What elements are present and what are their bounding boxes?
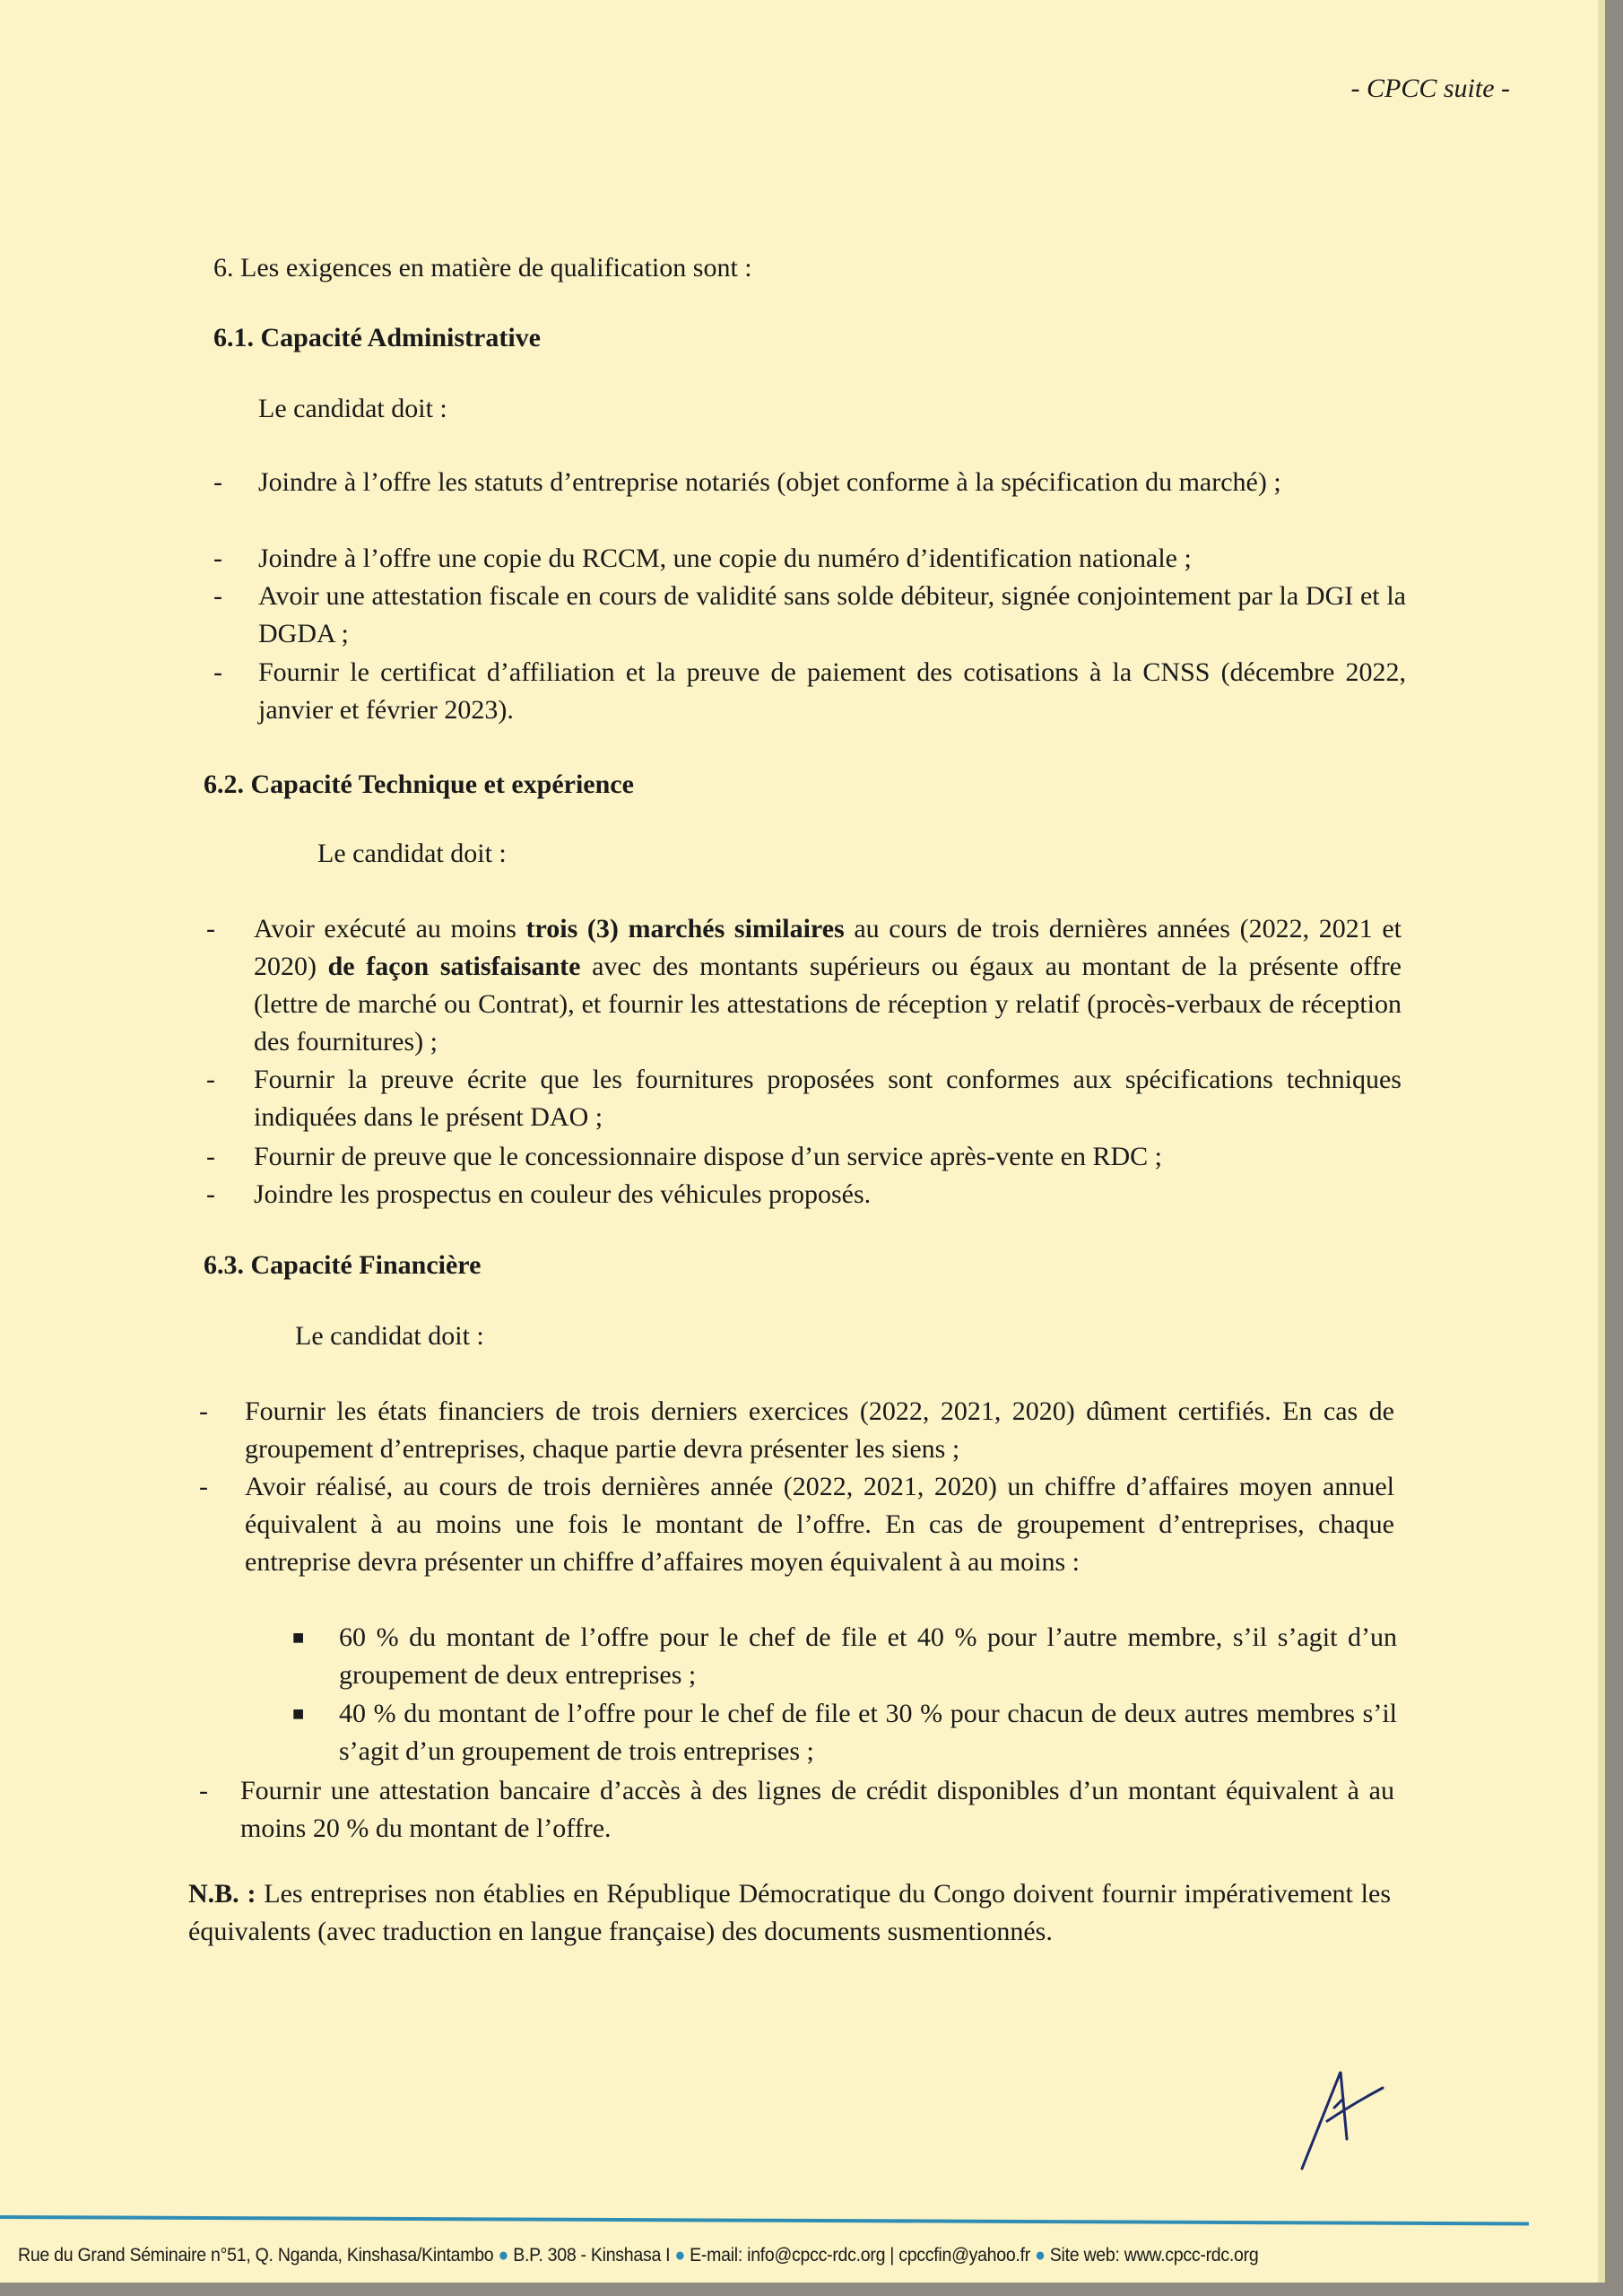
- bold-text: de façon satisfaisante: [327, 952, 581, 981]
- dash-bullet-icon: -: [199, 1396, 208, 1426]
- text-segment: Joindre à l’offre une copie du RCCM, une copie du numéro d’identification nationale ;: [258, 544, 1192, 573]
- footer-bp: B.P. 308 - Kinshasa I: [513, 2245, 671, 2266]
- list-item: [245, 1468, 1394, 1581]
- dash-bullet-icon: -: [199, 1472, 208, 1501]
- dash-bullet-icon: -: [199, 1776, 208, 1805]
- nb-note: [188, 1875, 1391, 1951]
- text-segment: avec des montants supérieurs ou égaux au montant de la présente offre (lettre de marché ou Contrat), et fournir les attestations de réception y relatif (procès-verbaux de réception des fournitures) ;: [254, 952, 1402, 1057]
- list-item: [254, 1176, 1402, 1213]
- square-bullet-icon: ■: [292, 1626, 305, 1648]
- sub-bullet: 60 % du montant de l’offre pour le chef de file et 40 % pour l’autre membre, s’il s’agit d’un groupement de deux entreprises ;: [339, 1622, 1397, 1690]
- footer-site: Site web: www.cpcc-rdc.org: [1049, 2245, 1259, 2266]
- page-edge: [1598, 0, 1605, 2283]
- text-segment: Fournir le certificat d’affiliation et la preuve de paiement des cotisations à la CNSS (décembre 2022, janvier et février 2023).: [258, 657, 1406, 725]
- intro-line: 6. Les exigences en matière de qualification sont :: [213, 253, 752, 283]
- dash-bullet-icon: -: [206, 1065, 215, 1094]
- bullet-dot-icon: ●: [498, 2245, 509, 2266]
- bullet-dot-icon: ●: [674, 2245, 686, 2266]
- list-item: [258, 578, 1406, 653]
- list-item: [258, 540, 1406, 578]
- nb-text: Les entreprises non établies en République Démocratique du Congo doivent fournir impérativement les équivalents (avec traduction en langue française) des documents susmentionnés.: [188, 1879, 1391, 1946]
- footer-rule: [0, 2215, 1529, 2225]
- text-segment: Avoir réalisé, au cours de trois dernières année (2022, 2021, 2020) un chiffre d’affaires moyen annuel équivalent à au moins une fois le montant de l’offre. En cas de groupement d’entreprises, chaque entreprise devra présenter un chiffre d’affaires moyen équivalent à au moins :: [245, 1472, 1394, 1577]
- dash-bullet-icon: -: [213, 544, 222, 573]
- list-item: [258, 464, 1406, 501]
- section-title-6-2: 6.2. Capacité Technique et expérience: [204, 770, 634, 799]
- footer-email: E-mail: info@cpcc-rdc.org | cpccfin@yahoo.fr: [690, 2245, 1030, 2266]
- section-lead: Le candidat doit :: [295, 1321, 484, 1351]
- text-segment: Avoir exécuté au moins: [254, 914, 526, 944]
- running-header: - CPCC suite -: [1350, 74, 1510, 103]
- sub-bullet: 40 % du montant de l’offre pour le chef de file et 30 % pour chacun de deux autres membres s’il s’agit d’un groupement de trois entreprises ;: [339, 1699, 1397, 1766]
- text-segment: Fournir une attestation bancaire d’accès à des lignes de crédit disponibles d’un montant équivalent à au moins 20 % du montant de l’offre.: [240, 1776, 1394, 1843]
- section-title-6-3: 6.3. Capacité Financière: [204, 1250, 482, 1280]
- list-item: [258, 654, 1406, 729]
- signature-icon: [1291, 2054, 1390, 2175]
- dash-bullet-icon: -: [206, 1179, 215, 1209]
- text-segment: Fournir les états financiers de trois derniers exercices (2022, 2021, 2020) dûment certifiés. En cas de groupement d’entreprises, chaque partie devra présenter les siens ;: [245, 1396, 1394, 1464]
- bold-text: trois (3) marchés similaires: [525, 914, 845, 944]
- list-item: [245, 1393, 1394, 1468]
- text-segment: Fournir la preuve écrite que les fournitures proposées sont conformes aux spécifications techniques indiquées dans le présent DAO ;: [254, 1065, 1402, 1132]
- list-item: [254, 910, 1402, 1061]
- dash-bullet-icon: -: [213, 581, 222, 611]
- nb-label: N.B. :: [188, 1879, 256, 1909]
- footer: [18, 2245, 1258, 2266]
- text-segment: au cours de trois dernières années (2022, 2021 et 2020): [254, 914, 1402, 981]
- text-segment: Joindre à l’offre les statuts d’entreprise notariés (objet conforme à la spécification du marché) ;: [258, 467, 1281, 497]
- list-item: [254, 1138, 1402, 1176]
- text-segment: Avoir une attestation fiscale en cours de validité sans solde débiteur, signée conjointement par la DGI et la DGDA ;: [258, 581, 1406, 648]
- dash-bullet-icon: -: [213, 657, 222, 687]
- section-lead: Le candidat doit :: [258, 394, 447, 423]
- list-item: [240, 1772, 1394, 1848]
- footer-address: Rue du Grand Séminaire n°51, Q. Nganda, Kinshasa/Kintambo: [18, 2245, 494, 2266]
- bullet-dot-icon: ●: [1035, 2245, 1046, 2266]
- dash-bullet-icon: -: [213, 467, 222, 497]
- section-lead: Le candidat doit :: [317, 839, 507, 868]
- section-title-6-1: 6.1. Capacité Administrative: [213, 323, 541, 352]
- text-segment: Joindre les prospectus en couleur des véhicules proposés.: [254, 1179, 872, 1209]
- list-item: [254, 1061, 1402, 1136]
- text-segment: Fournir de preuve que le concessionnaire dispose d’un service après-vente en RDC ;: [254, 1142, 1163, 1171]
- dash-bullet-icon: -: [206, 914, 215, 944]
- dash-bullet-icon: -: [206, 1142, 215, 1171]
- square-bullet-icon: ■: [292, 1702, 305, 1725]
